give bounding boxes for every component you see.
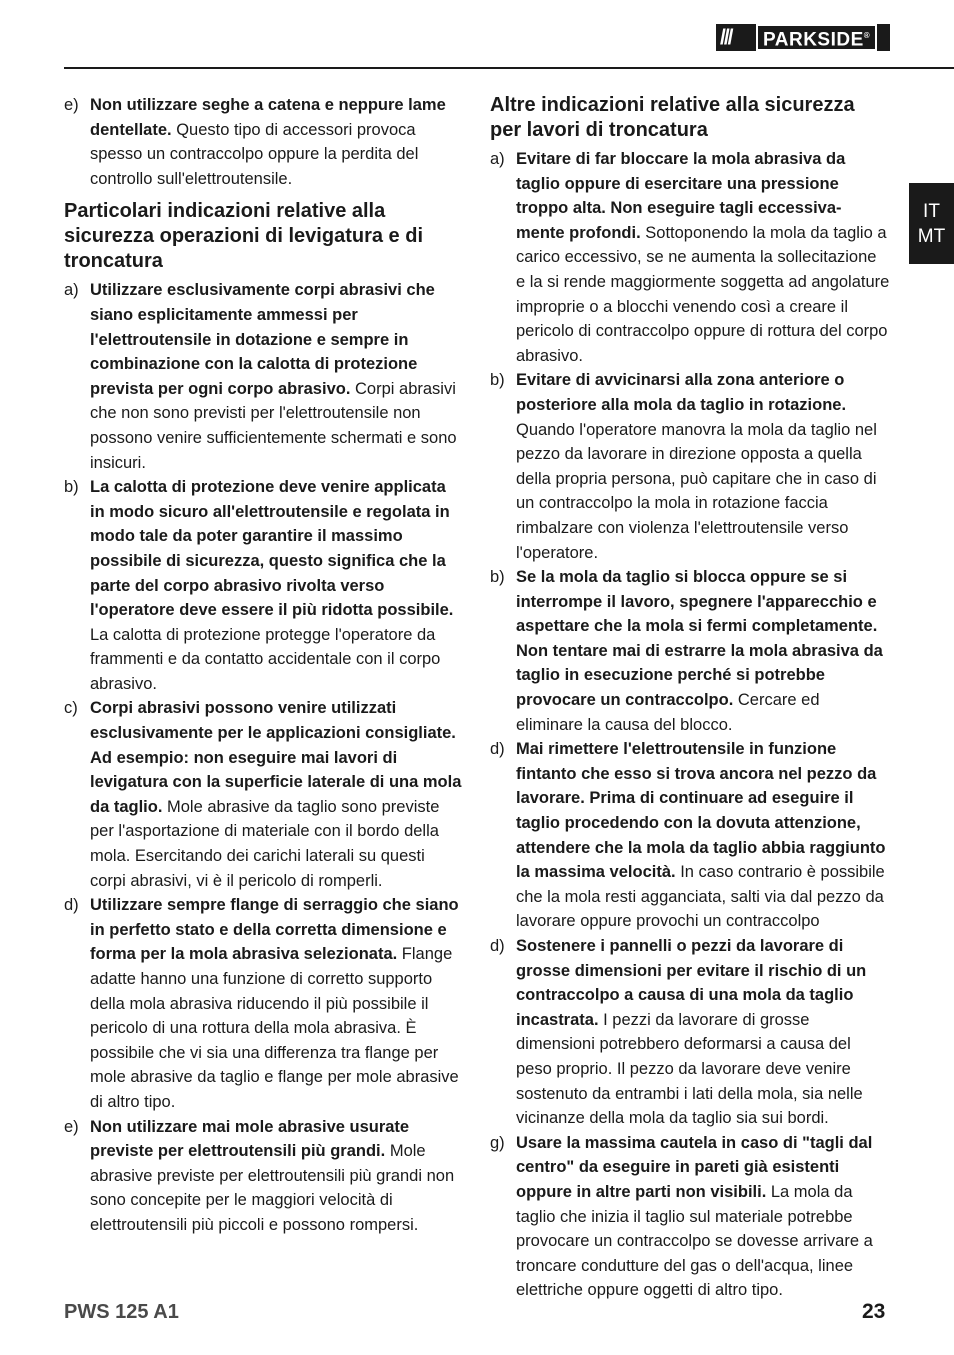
footer-model: PWS 125 A1 — [64, 1301, 179, 1323]
logo-text: PARKSIDE — [763, 29, 864, 51]
list-item — [490, 934, 890, 1131]
item-text: Questo tipo di accessori provoca spesso un contraccolpo oppure la perdita del controllo sull'elettroutensile. — [90, 120, 419, 188]
list-item — [64, 93, 464, 191]
item-marker: a) — [64, 281, 79, 300]
item-marker: b) — [490, 371, 505, 390]
item-text: Flange adatte hanno una funzione di corretto supporto della mola abrasiva riducendo il più possibile il pericolo di una rottura della mola abrasiva. È possibile che vi sia una differenza tra flange per mole abrasive da taglio e flange per mole abrasive di altro tipo. — [90, 945, 459, 1111]
item-text: La mola da taglio che inizia il taglio sul materiale potrebbe provocare un contraccolpo se dovesse arrivare a troncare condutture del gas o dell'acqua, linee elettriche oppure oggetti di altro tipo. — [516, 1182, 873, 1300]
list-item — [64, 893, 464, 1114]
item-marker: g) — [490, 1133, 505, 1152]
list-item — [64, 1115, 464, 1238]
list-item — [490, 565, 890, 737]
list-item — [490, 1131, 890, 1303]
logo-brand-text — [756, 24, 877, 51]
item-bold-text: Se la mola da taglio si blocca oppure se si interrompe il lavoro, spegnere l'apparecchio e aspettare che la mola si fermi completamente. Non tentare mai di estrarre la mola abrasiva da taglio in esecuzione perché si potrebbe provocare un contraccolpo. — [516, 568, 883, 710]
page-number: 23 — [862, 1300, 886, 1323]
item-text: Mole abrasive previste per elettroutensili più grandi non sono concepite per le maggiori velocità di elettroutensili più piccoli e possono rompersi. — [90, 1142, 455, 1234]
item-bold-text: La calotta di protezione deve venire applicata in modo sicuro all'elettroutensile e regolata in modo tale da poter garantire il massimo possibile di sicurezza, questo significa che la parte del corpo abrasivo rivolta verso l'operatore deve essere il più ridotta possibile. — [90, 478, 454, 620]
language-tab — [909, 183, 954, 264]
section-title: Particolari indicazioni relative alla sicurezza operazioni di levigatura e di troncatura — [64, 200, 423, 273]
item-bold-text: Non utilizzare seghe a catena e neppure lame dentellate. — [90, 96, 446, 139]
item-text: Mole abrasive da taglio sono previste per l'asportazione di materiale con il bordo della mola. Esercitando dei carichi laterali su questi corpi abrasivi, vi è il pericolo di romperli. — [90, 797, 440, 890]
section-title: Altre indicazioni relative alla sicurezza per lavori di troncatura — [490, 94, 855, 141]
item-bold-text: Sostenere i pannelli o pezzi da lavorare di grosse dimensioni per evitare il rischio di un contraccolpo a causa di una mola da taglio incastrata. — [516, 937, 867, 1029]
item-marker: d) — [64, 896, 79, 915]
item-text: In caso contrario è possibile che la mola resti agganciata, salti via dal pezzo da lavorare oppure provochi un contraccolpo — [516, 863, 885, 931]
item-marker: a) — [490, 150, 505, 168]
parkside-logo — [716, 24, 890, 51]
item-text: Cercare ed eliminare la causa del blocco. — [516, 691, 820, 734]
logo-slashes: /// — [720, 25, 732, 49]
item-marker: e) — [64, 1117, 79, 1136]
right-column — [490, 93, 890, 1303]
list-item — [490, 368, 890, 565]
language-tab-line1: IT — [923, 200, 940, 222]
item-text: Corpi abrasivi che non sono previsti per l'elettroutensile non possono venire sufficientemente schermati e sono insicuri. — [90, 379, 457, 472]
item-bold-text: Mai rimettere l'elettroutensile in funzione fintanto che esso si trova ancora nel pezzo da lavorare. Prima di continuare ad eseguire il taglio procedendo con la dovuta attenzione, attendere che la mola da taglio abbia raggiunto la massima velocità. — [516, 740, 886, 882]
list-item — [64, 278, 464, 475]
list-item — [64, 475, 464, 696]
item-bold-text: Utilizzare sempre flange di serraggio che siano in perfetto stato e della corretta dimensione e forma per la mola abrasiva selezionata. — [90, 896, 459, 964]
list-item — [490, 147, 890, 368]
item-marker: d) — [490, 740, 505, 759]
list-item — [64, 696, 464, 893]
list-item — [490, 737, 890, 934]
left-column — [64, 93, 464, 1238]
item-marker: c) — [64, 699, 78, 718]
item-bold-text: Corpi abrasivi possono venire utilizzati esclusivamente per le applicazioni consigliate. Ad esempio: non eseguire mai lavori di levigatura con la superficie laterale di una mola da taglio. — [90, 699, 462, 816]
item-text: Sottoponendo la mola da taglio a carico eccessivo, se ne aumenta la sollecitazione e la si rende maggiormente soggetta ad angolature improprie o a blocchi venendo così a creare il pericolo di contraccolpo oppure di rottura del corpo abrasivo. — [516, 223, 890, 365]
item-marker: b) — [64, 478, 79, 497]
item-bold-text: Utilizzare esclusivamente corpi abrasivi che siano esplicitamente ammessi per l'elettroutensile in dotazione e sempre in combinazione con la calotta di protezione prevista per ogni corpo abrasivo. — [90, 281, 435, 398]
item-text: La calotta di protezione protegge l'operatore da frammenti e da contatto accidentale con il corpo abrasivo. — [90, 625, 441, 693]
item-marker: b) — [490, 568, 505, 587]
item-bold-text: Evitare di avvicinarsi alla zona anteriore o posteriore alla mola da taglio in rotazione. — [516, 371, 847, 414]
item-marker: d) — [490, 937, 505, 955]
item-bold-text: Evitare di far bloccare la mola abrasiva da taglio oppure di esercitare una pressione troppo alta. Non eseguire tagli eccessiva-mente profondi. — [516, 150, 846, 242]
item-text: Quando l'operatore manovra la mola da taglio nel pezzo da lavorare in direzione opposta a quella della propria persona, può capitare che in caso di un contraccolpo la mola in rotazione faccia rimbalzare con violenza l'elettroutensile verso l'operatore. — [516, 420, 877, 562]
item-marker: e) — [64, 96, 79, 114]
item-bold-text: Non utilizzare mai mole abrasive usurate previste per elettroutensili più grandi. — [90, 1117, 410, 1161]
item-text: I pezzi da lavorare di grosse dimensioni potrebbero deformarsi a causa del peso proprio. Il pezzo da lavorare deve venire sostenuto da entrambi i lati della mola, sia nelle vicinanze della mola da taglio sia sui bordi. — [516, 1010, 863, 1128]
language-tab-line2: MT — [917, 225, 946, 247]
header-rule — [64, 67, 954, 69]
logo-registered-mark: ® — [863, 30, 871, 40]
item-bold-text: Usare la massima cautela in caso di "tagli dal centro" da eseguire in pareti già esistenti oppure in altre parti non visibili. — [516, 1133, 873, 1201]
